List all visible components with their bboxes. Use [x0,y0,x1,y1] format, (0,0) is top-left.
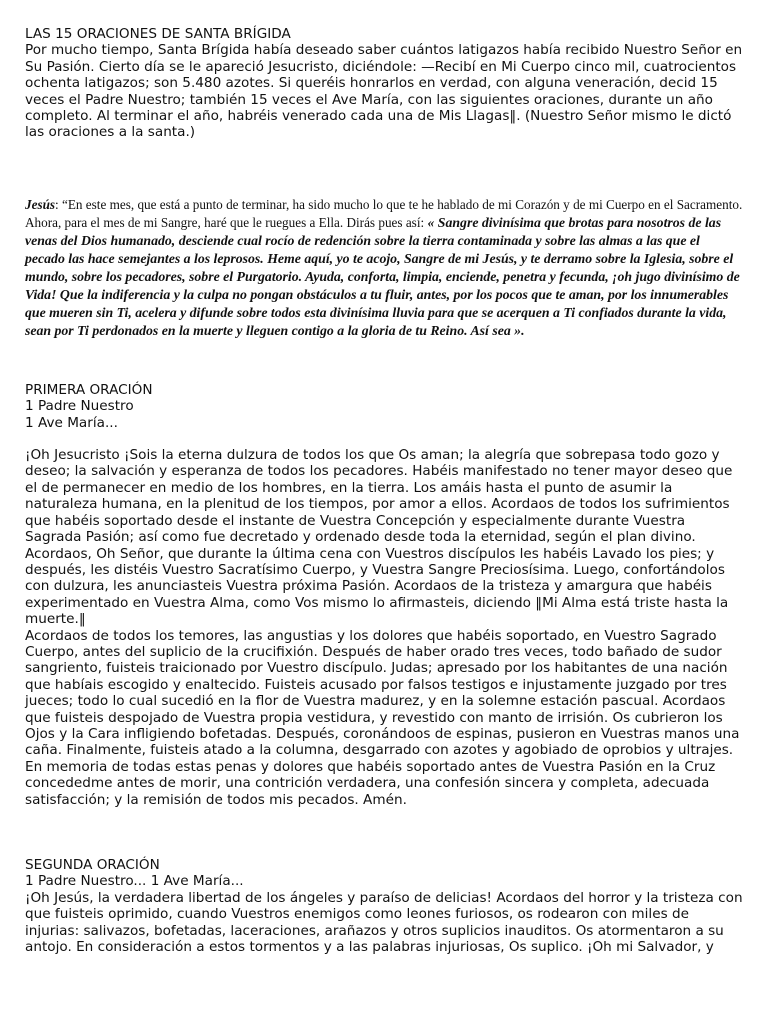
blood-prayer-text: « Sangre divinísima que brotas para nosotros de las venas del Dios humanado, desciende cual rocío de redención sobre la tierra contaminada y sobre las almas a las que el pecado las hace semejantes a los leprosos. Heme aquí, yo te acojo, Sangre de mi Jesús, y te derramo sobre la Iglesia, sobre el mundo, sobre los pecadores, sobre el Purgatorio. Ayuda, conforta, limpia, enciende, penetra y fecunda, ¡oh jugo divinísimo de Vida! Que la indiferencia y la culpa no pongan obstáculos a tu fluir, antes, por los pocos que te aman, por los innumerables que mueren sin Ti, acelera y difunde sobre todos esta divinísima lluvia para que se acerquen a Ti confiados durante la vida, sean por Ti perdonados en la muerte y lleguen contigo a la gloria de tu Reino. Así sea ». [25,214,740,338]
section-heading: PRIMERA ORACIÓN [25,381,153,398]
section-heading: SEGUNDA ORACIÓN [25,857,160,873]
segunda-oracion-section [25,857,743,955]
intro-paragraph: Por mucho tiempo, Santa Brígida había deseado saber cuántos latigazos había recibido Nuestro Señor en Su Pasión. Cierto día se le apareció Jesucristo, diciéndole: —Recibí en Mi Cuerpo cinco mil, cuatrocientos ochenta latigazos; son 5.480 azotes. Si queréis honrarlos en verdad, con alguna veneración, decid 15 veces el Padre Nuestro; también 15 veces el Ave María, con las siguientes oraciones, durante un año completo. Al terminar el año, habréis venerado cada una de Mis Llagas‖. (Nuestro Señor mismo le dictó las oraciones a la santa.) [25,42,743,141]
spacer [25,808,743,857]
prayer-paragraph: Acordaos de todos los temores, las angustias y los dolores que habéis soportado, en Vuestro Sagrado Cuerpo, antes del suplicio de la crucifixión. Después de haber orado tres veces, todo bañado de sudor sangriento, fuisteis traicionado por Vuestro discípulo. Judas; apresado por los habitantes de una nación que habíais escogido y enaltecido. Fuisteis acusado por falsos testigos e injustamente juzgado por tres jueces; todo lo cual sucedió en la flor de Vuestra madurez, y en la solemne estación pascual. Acordaos que fuisteis despojado de Vuestra propia vestidura, y revestido con manto de irrisión. Os cubrieron los Ojos y la Cara infligiendo bofetadas. Después, coronándoos de espinas, pusieron en Vuestras manos una caña. Finalmente, fuisteis atado a la columna, desgarrado con azotes y agobiado de oprobios y ultrajes. En memoria de todas estas penas y dolores que habéis soportado antes de Vuestra Pasión en la Cruz concededme antes de morir, una contrición verdadera, una confesión sincera y completa, adecuada satisfacción; y la remisión de todos mis pecados. Amén. [25,627,740,808]
jesus-paragraph [25,196,743,340]
spacer [25,340,743,382]
speaker-label: Jesús [25,196,56,212]
spacer [25,141,743,182]
padre-nuestro-line: 1 Padre Nuestro [25,398,134,415]
intro-section [25,26,743,141]
primera-oracion-section [25,382,743,808]
document-title: LAS 15 ORACIONES DE SANTA BRÍGIDA [25,26,291,42]
prayer-paragraph: ¡Oh Jesús, la verdadera libertad de los ángeles y paraíso de delicias! Acordaos del horror y la tristeza con que fuisteis oprimido, cuando Vuestros enemigos como leones furiosos, os rodearon con miles de injurias: salivazos, bofetadas, laceraciones, arañazos y otros suplicios inauditos. Os atormentaron a su antojo. En consideración a estos tormentos y a las palabras injuriosas, Os suplico. ¡Oh mi Salvador, y [25,889,743,956]
spacer [25,431,743,447]
padre-ave-line: 1 Padre Nuestro... 1 Ave María... [25,873,244,890]
document-page [25,26,743,955]
prayer-paragraph: ¡Oh Jesucristo ¡Sois la eterna dulzura de todos los que Os aman; la alegría que sobrepasa todo gozo y deseo; la salvación y esperanza de todos los pecadores. Habéis manifestado no tener mayor deseo que el de permanecer en medio de los hombres, en la tierra. Los amáis hasta el punto de asumir la naturaleza humana, en la plenitud de los tiempos, por amor a ellos. Acordaos de todos los sufrimientos que habéis soportado desde el instante de Vuestra Concepción y especialmente durante Vuestra Sagrada Pasión; así como fue decretado y ordenado desde toda la eternidad, según el plan divino. Acordaos, Oh Señor, que durante la última cena con Vuestros discípulos les habéis Lavado los pies; y después, les distéis Vuestro Sacratísimo Cuerpo, y Vuestra Sangre Preciosísima. Luego, confortándolos con dulzura, les anunciasteis Vuestra próxima Pasión. Acordaos de la tristeza y amargura que habéis experimentado en Vuestra Alma, como Vos mismo lo afirmasteis, diciendo ‖Mi Alma está triste hasta la muerte.‖ [25,447,733,628]
jesus-intro-text: : “En este mes, que está a punto de terminar, ha sido mucho lo que te he hablado de mi Corazón y de mi Cuerpo en el Sacramento. Ahora, para el mes de mi Sangre, haré que le ruegues a Ella. Dirás pues así: [25,196,743,230]
ave-maria-line: 1 Ave María... [25,414,118,431]
jesus-section [25,196,743,340]
